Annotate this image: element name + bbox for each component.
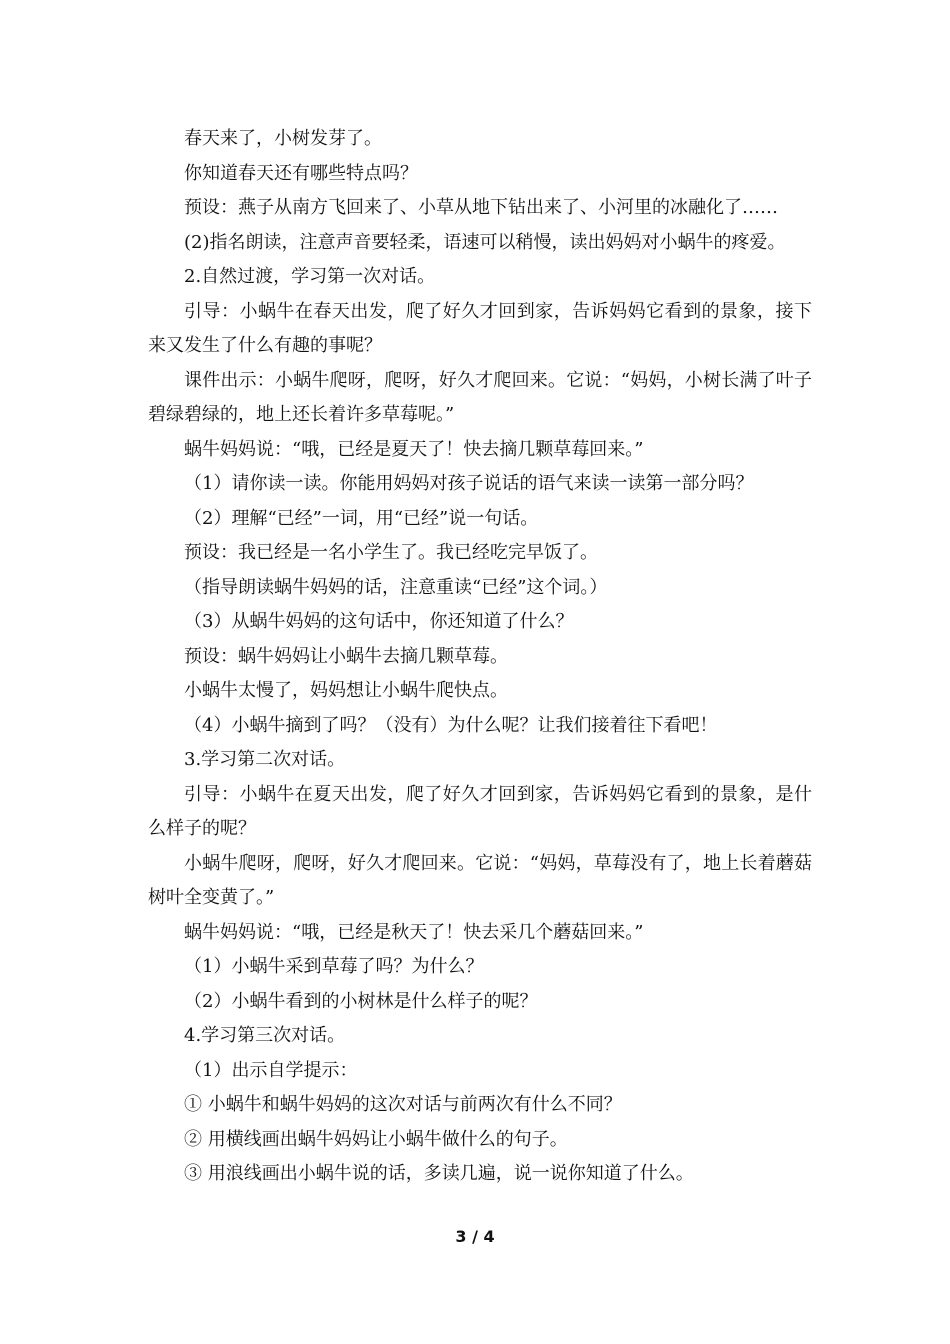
paragraph-line-continued: 碧绿碧绿的，地上还长着许多草莓呢。” <box>148 404 455 425</box>
paragraph-line: 小蜗牛太慢了，妈妈想让小蜗牛爬快点。 <box>184 680 508 701</box>
paragraph-line: 你知道春天还有哪些特点吗？ <box>184 162 418 184</box>
paragraph-line: 蜗牛妈妈说：“哦，已经是秋天了！快去采几个蘑菇回来。” <box>184 921 644 943</box>
paragraph-line: 春天来了，小树发芽了。 <box>184 128 382 149</box>
paragraph-line: 蜗牛妈妈说：“哦，已经是夏天了！快去摘几颗草莓回来。” <box>184 438 644 460</box>
paragraph-line: （指导朗读蜗牛妈妈的话，注意重读“已经”这个词。） <box>184 576 608 598</box>
paragraph-line: (2)指名朗读，注意声音要轻柔，语速可以稍慢，读出妈妈对小蜗牛的疼爱。 <box>184 231 786 253</box>
section-heading: 2.自然过渡，学习第一次对话。 <box>184 266 436 287</box>
list-item: ① 小蜗牛和蜗牛妈妈的这次对话与前两次有什么不同？ <box>184 1094 622 1115</box>
section-heading: 4.学习第三次对话。 <box>184 1025 346 1046</box>
paragraph-line-continued: 么样子的呢？ <box>148 818 256 839</box>
page-number: 3 / 4 <box>455 1227 495 1246</box>
list-item: ③ 用浪线画出小蜗牛说的话，多读几遍，说一说你知道了什么。 <box>184 1163 694 1184</box>
paragraph-line: 引导：小蜗牛在春天出发，爬了好久才回到家，告诉妈妈它看到的景象，接下 <box>184 300 812 322</box>
section-heading: 3.学习第二次对话。 <box>184 749 346 770</box>
paragraph-line-continued: 树叶全变黄了。” <box>148 887 275 908</box>
paragraph-line: （1）出示自学提示： <box>184 1059 358 1081</box>
paragraph-line-continued: 来又发生了什么有趣的事呢？ <box>148 335 382 356</box>
paragraph-line: 小蜗牛爬呀，爬呀，好久才爬回来。它说：“妈妈，草莓没有了，地上长着蘑菇 <box>184 852 812 874</box>
list-item: ② 用横线画出蜗牛妈妈让小蜗牛做什么的句子。 <box>184 1128 568 1150</box>
paragraph-line: 课件出示：小蜗牛爬呀，爬呀，好久才爬回来。它说：“妈妈，小树长满了叶子 <box>184 369 812 391</box>
paragraph-line: （4）小蜗牛摘到了吗？（没有）为什么呢？让我们接着往下看吧！ <box>184 714 718 736</box>
paragraph-line: （2）小蜗牛看到的小树林是什么样子的呢？ <box>184 990 538 1012</box>
paragraph-line: 预设：蜗牛妈妈让小蜗牛去摘几颗草莓。 <box>184 645 508 667</box>
paragraph-line: （1）请你读一读。你能用妈妈对孩子说话的语气来读一读第一部分吗？ <box>184 473 754 494</box>
document-body <box>148 122 812 1192</box>
paragraph-line: （3）从蜗牛妈妈的这句话中，你还知道了什么？ <box>184 611 574 632</box>
paragraph-line: （1）小蜗牛采到草莓了吗？为什么？ <box>184 956 484 977</box>
paragraph-line: （2）理解“已经”一词，用“已经”说一句话。 <box>184 507 539 529</box>
paragraph-line: 预设：燕子从南方飞回来了、小草从地下钻出来了、小河里的冰融化了…… <box>184 197 778 218</box>
paragraph-line: 引导：小蜗牛在夏天出发，爬了好久才回到家，告诉妈妈它看到的景象，是什 <box>184 783 812 805</box>
paragraph-line: 预设：我已经是一名小学生了。我已经吃完早饭了。 <box>184 542 598 563</box>
